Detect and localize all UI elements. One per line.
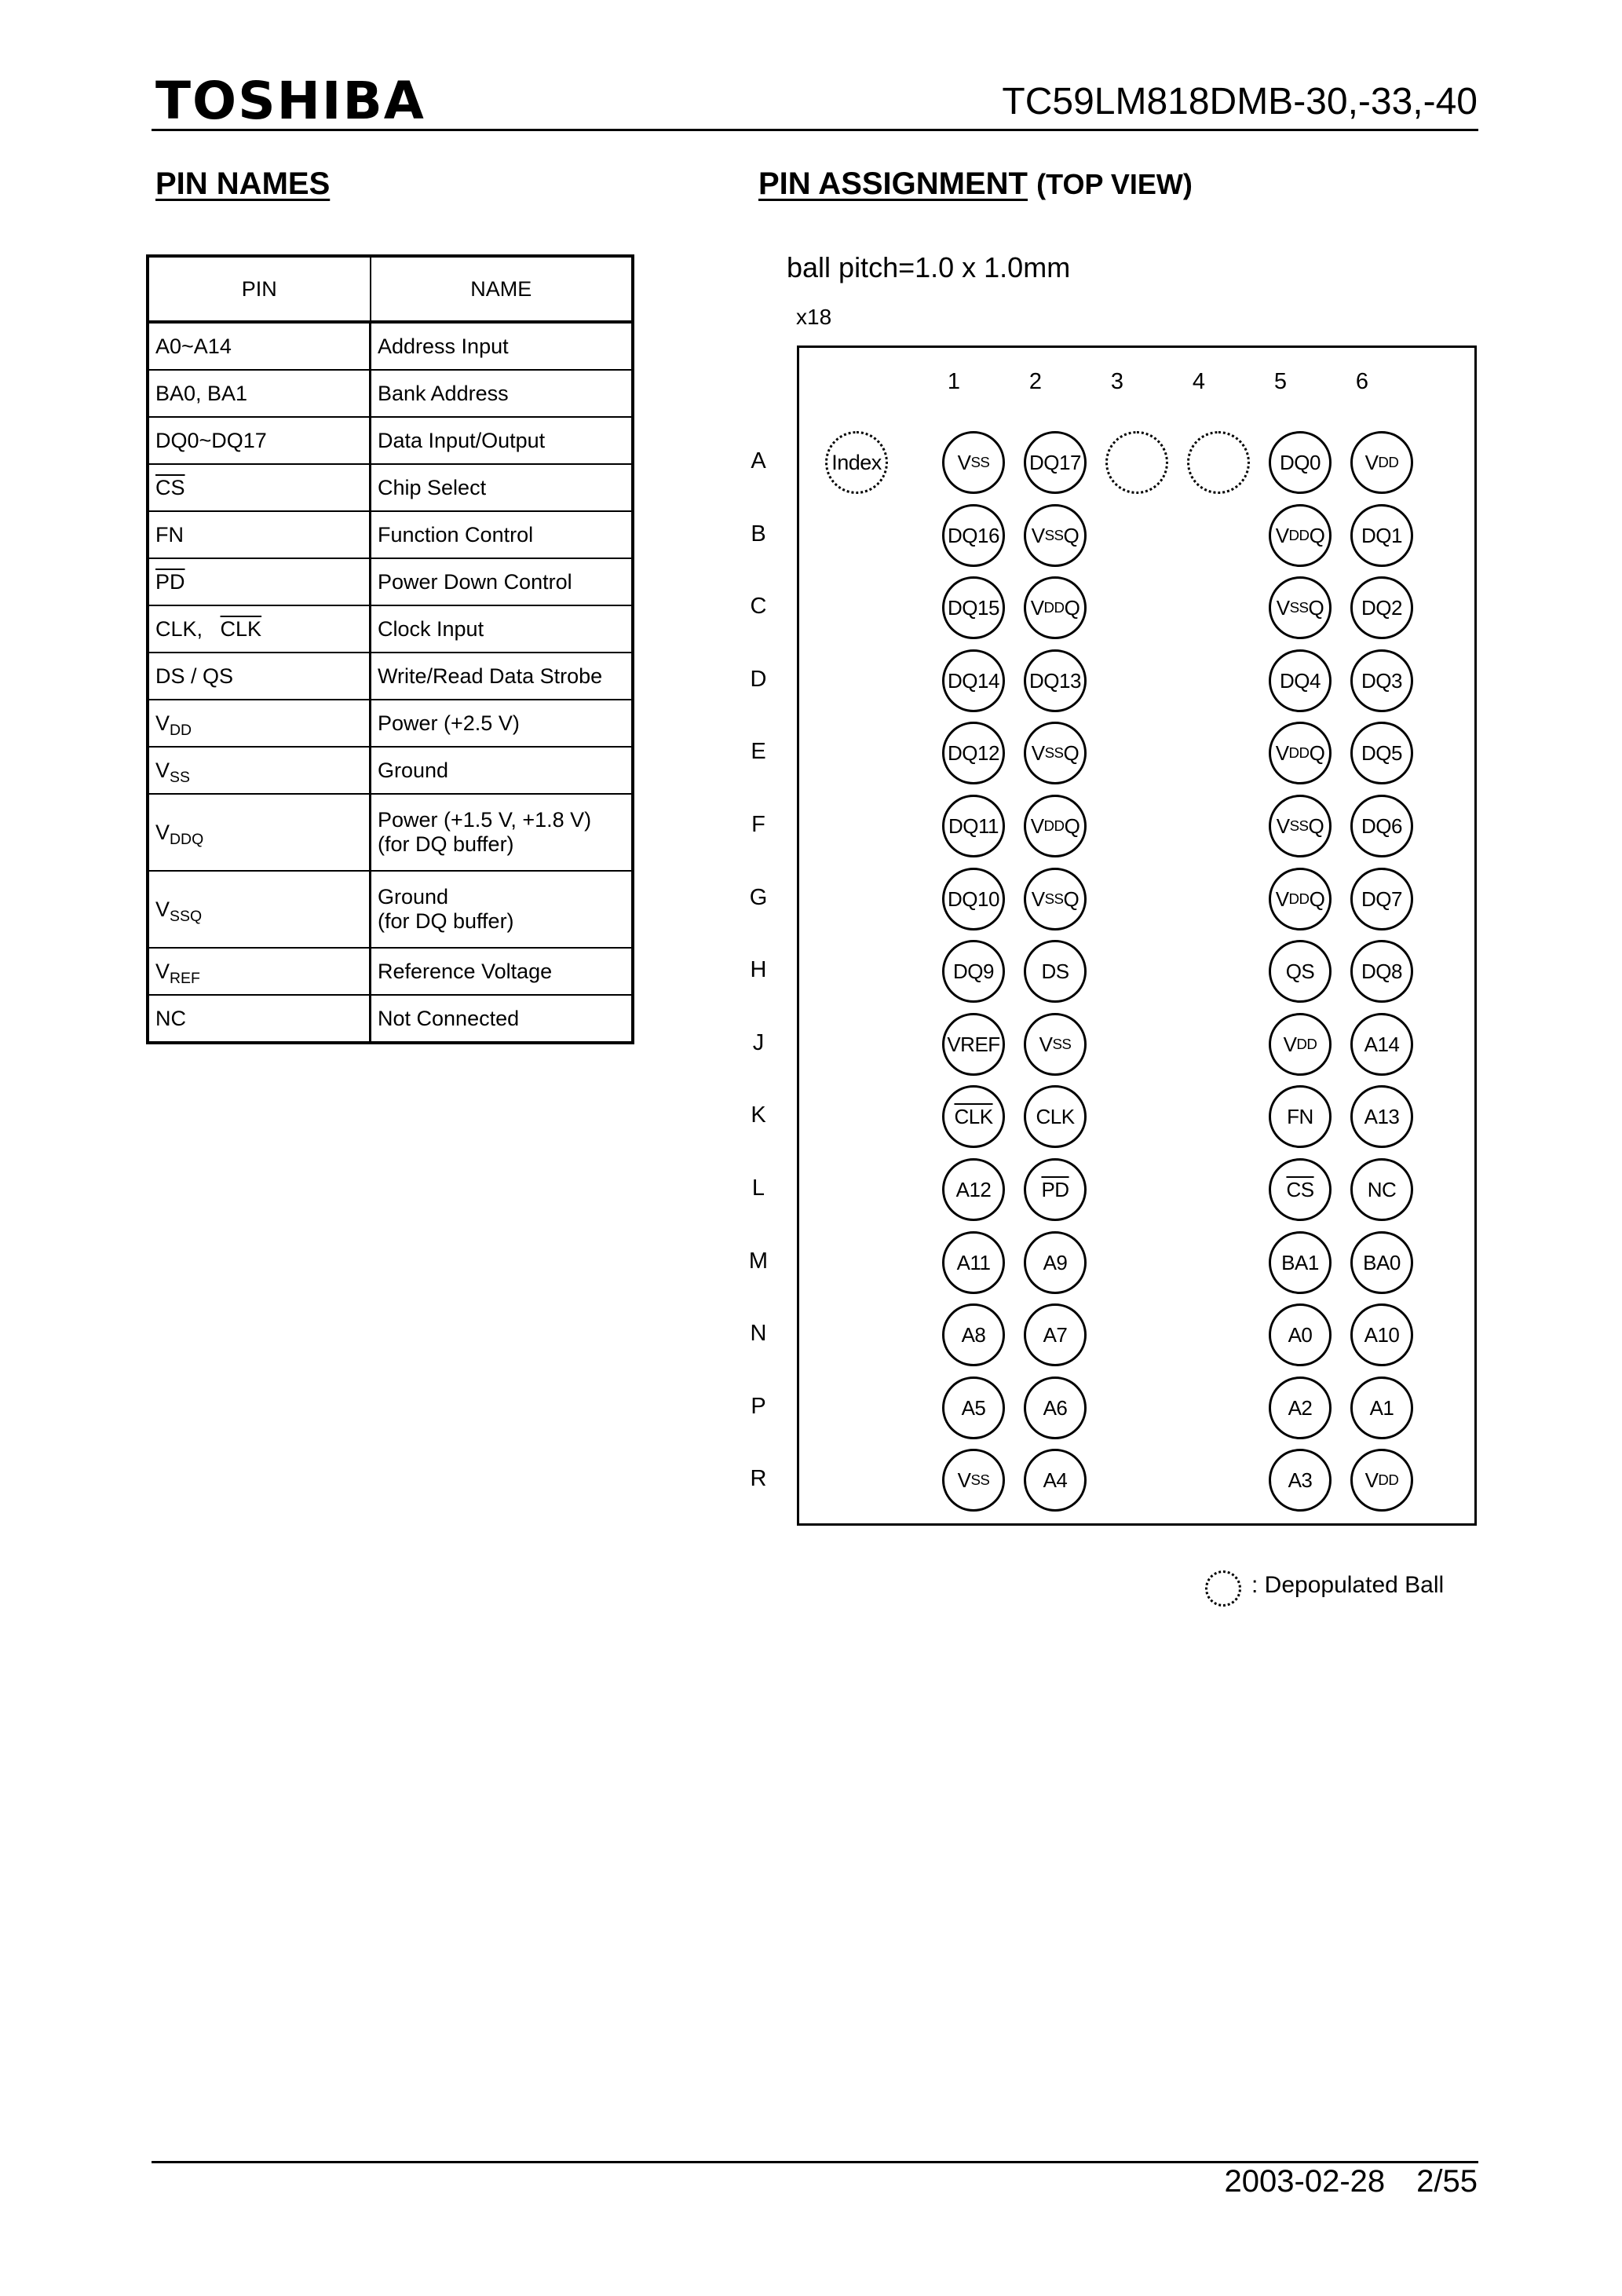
pin-cell <box>148 871 371 948</box>
row-label-L: L <box>751 1175 765 1201</box>
ball-R1: V SS <box>942 1449 1005 1512</box>
ball-H5: QS <box>1269 940 1332 1003</box>
pin-cell <box>148 558 371 605</box>
name-cell <box>371 464 634 511</box>
pin-cell <box>148 747 371 794</box>
ball-F2: V DD Q <box>1024 795 1087 857</box>
table-row <box>148 511 633 558</box>
table-header-row <box>148 256 633 322</box>
ball-C6: DQ2 <box>1350 576 1413 639</box>
pin-cell <box>148 794 371 871</box>
name-cell <box>371 747 634 794</box>
pin-description: Address Input <box>378 334 509 358</box>
name-cell <box>371 605 634 653</box>
ball-J5: V DD <box>1269 1013 1332 1076</box>
pin-cell <box>148 417 371 464</box>
pin-description: Not Connected <box>378 1006 520 1030</box>
ball-P5: A2 <box>1269 1377 1332 1439</box>
name-cell <box>371 794 634 871</box>
row-label-C: C <box>750 594 767 620</box>
ball-J6: A14 <box>1350 1013 1413 1076</box>
row-label-A: A <box>751 448 766 473</box>
table-row <box>148 747 633 794</box>
pin-description: Power Down Control <box>378 569 572 594</box>
ball-C5: V SS Q <box>1269 576 1332 639</box>
col-header-pin: PIN <box>148 256 371 322</box>
name-cell <box>371 511 634 558</box>
name-cell <box>371 370 634 417</box>
row-label-E: E <box>751 739 766 765</box>
ball-N5: A0 <box>1269 1303 1332 1366</box>
row-label-B: B <box>751 521 766 547</box>
pin-cell <box>148 948 371 995</box>
ball-M6: BA0 <box>1350 1231 1413 1294</box>
pin-description: Power (+1.5 V, +1.8 V) <box>378 808 592 832</box>
pin-symbol: CLK, <box>155 616 203 641</box>
pin-description: Bank Address <box>378 381 509 405</box>
pin-cell <box>148 370 371 417</box>
ball-L5: $\overline{CS}$ <box>1269 1158 1332 1221</box>
pin-assignment-title-text: PIN ASSIGNMENT <box>758 166 1028 201</box>
ball-R2: A4 <box>1024 1449 1087 1512</box>
depopulated-ball <box>1105 431 1168 494</box>
ball-A5: DQ0 <box>1269 431 1332 494</box>
ball-F5: V SS Q <box>1269 795 1332 857</box>
name-cell <box>371 653 634 700</box>
table-row <box>148 794 633 871</box>
footer-page: 2/55 <box>1416 2164 1478 2199</box>
ball-B5: V DD Q <box>1269 504 1332 567</box>
organization-label: x18 <box>796 305 832 329</box>
ball-P6: A1 <box>1350 1377 1413 1439</box>
ball-pitch-label: ball pitch=1.0 x 1.0mm <box>787 251 1071 283</box>
ball-A6: V DD <box>1350 431 1413 494</box>
pin-subscript: SS <box>170 768 190 786</box>
pin-symbol: V <box>155 820 170 844</box>
pin-cell <box>148 322 371 370</box>
pin-description: Function Control <box>378 522 534 547</box>
ball-M1: A11 <box>942 1231 1005 1294</box>
ball-D5: DQ4 <box>1269 649 1332 712</box>
pin-names-body <box>148 322 633 1043</box>
ball-H6: DQ8 <box>1350 940 1413 1003</box>
pin-symbol: $\overline{PD}$ <box>155 569 185 594</box>
ball-L6: NC <box>1350 1158 1413 1221</box>
ball-N2: A7 <box>1024 1303 1087 1366</box>
pin-cell <box>148 605 371 653</box>
column-label-5: 5 <box>1273 369 1288 394</box>
pin-symbol: A0~A14 <box>155 334 232 358</box>
pin-symbol: V <box>155 959 170 983</box>
footer-date: 2003-02-28 <box>1224 2164 1386 2199</box>
ball-J2: V SS <box>1024 1013 1087 1076</box>
ball-G1: DQ10 <box>942 868 1005 930</box>
pin-description: Chip Select <box>378 475 487 499</box>
pin-symbol: V <box>155 711 170 735</box>
pin-names-title: PIN NAMES <box>155 166 331 201</box>
pin-description: Data Input/Output <box>378 428 546 452</box>
ball-M2: A9 <box>1024 1231 1087 1294</box>
ball-P1: A5 <box>942 1377 1005 1439</box>
pin-symbol: FN <box>155 522 184 547</box>
ball-B6: DQ1 <box>1350 504 1413 567</box>
table-row <box>148 322 633 370</box>
name-cell <box>371 700 634 747</box>
ball-L1: A12 <box>942 1158 1005 1221</box>
row-label-F: F <box>751 812 765 837</box>
name-cell <box>371 322 634 370</box>
ball-E6: DQ5 <box>1350 722 1413 784</box>
depopulated-ball-legend-icon <box>1205 1570 1241 1607</box>
col-header-name: NAME <box>371 256 634 322</box>
toshiba-logo: TOSHIBA <box>155 71 426 131</box>
pin-cell <box>148 653 371 700</box>
pin-symbol: NC <box>155 1006 186 1030</box>
table-row <box>148 995 633 1043</box>
pin-description: Ground <box>378 885 449 909</box>
row-label-N: N <box>750 1321 767 1347</box>
ball-J1: VREF <box>942 1013 1005 1076</box>
pin-symbol: V <box>155 897 170 921</box>
pin-assignment-title <box>758 168 1193 199</box>
ball-K1: $\overline{CLK}$ <box>942 1085 1005 1148</box>
depopulated-ball-legend-text: : Depopulated Ball <box>1251 1572 1445 1598</box>
ball-H1: DQ9 <box>942 940 1005 1003</box>
pin-names-table <box>146 254 634 1044</box>
pin-symbol: $\overline{CS}$ <box>155 475 185 499</box>
row-label-J: J <box>752 1029 765 1055</box>
table-row <box>148 464 633 511</box>
pin-subscript: REF <box>170 969 200 987</box>
ball-F1: DQ11 <box>942 795 1005 857</box>
header-rule <box>152 129 1478 131</box>
ball-D6: DQ3 <box>1350 649 1413 712</box>
table-row <box>148 605 633 653</box>
ball-P2: A6 <box>1024 1377 1087 1439</box>
column-label-1: 1 <box>947 369 961 394</box>
ball-R5: A3 <box>1269 1449 1332 1512</box>
row-label-P: P <box>751 1393 766 1419</box>
name-cell <box>371 558 634 605</box>
ball-A2: DQ17 <box>1024 431 1087 494</box>
ball-E2: V SS Q <box>1024 722 1087 784</box>
row-label-R: R <box>750 1466 767 1492</box>
ball-K5: FN <box>1269 1085 1332 1148</box>
pin-symbol: DS / QS <box>155 664 234 688</box>
column-label-4: 4 <box>1192 369 1206 394</box>
top-view-label: (TOP VIEW) <box>1036 168 1193 200</box>
pin-description-note: (for DQ buffer) <box>378 832 514 856</box>
row-label-D: D <box>750 666 767 692</box>
pin-symbol-inverted: $\overline{CLK}$ <box>220 616 262 641</box>
ball-K2: CLK <box>1024 1085 1087 1148</box>
table-row <box>148 417 633 464</box>
pin-description-note: (for DQ buffer) <box>378 909 514 933</box>
row-label-M: M <box>748 1248 769 1274</box>
row-label-G: G <box>749 884 768 910</box>
ball-D2: DQ13 <box>1024 649 1087 712</box>
pin-description: Ground <box>378 758 449 782</box>
ball-R6: V DD <box>1350 1449 1413 1512</box>
ball-G2: V SS Q <box>1024 868 1087 930</box>
ball-N6: A10 <box>1350 1303 1413 1366</box>
pin-subscript: DD <box>170 721 192 739</box>
table-row <box>148 558 633 605</box>
ball-K6: A13 <box>1350 1085 1413 1148</box>
part-number: TC59LM818DMB-30,-33,-40 <box>1002 81 1478 122</box>
column-label-2: 2 <box>1028 369 1043 394</box>
pin-description: Reference Voltage <box>378 959 553 983</box>
table-row <box>148 700 633 747</box>
table-row <box>148 370 633 417</box>
column-label-3: 3 <box>1110 369 1124 394</box>
pin-description: Write/Read Data Strobe <box>378 664 603 688</box>
name-cell <box>371 871 634 948</box>
name-cell <box>371 417 634 464</box>
ball-A1: V SS <box>942 431 1005 494</box>
pin-symbol: DQ0~DQ17 <box>155 428 267 452</box>
ball-H2: DS <box>1024 940 1087 1003</box>
ball-N1: A8 <box>942 1303 1005 1366</box>
table-row <box>148 653 633 700</box>
table-row <box>148 871 633 948</box>
index-label: Index <box>831 450 882 474</box>
ball-C2: V DD Q <box>1024 576 1087 639</box>
ball-M5: BA1 <box>1269 1231 1332 1294</box>
footer <box>1225 2166 1478 2197</box>
row-label-H: H <box>750 957 767 983</box>
pin-cell <box>148 995 371 1043</box>
ball-F6: DQ6 <box>1350 795 1413 857</box>
footer-rule <box>152 2161 1478 2163</box>
pin-symbol: V <box>155 758 170 782</box>
pin-subscript: SSQ <box>170 907 203 925</box>
column-label-6: 6 <box>1355 369 1369 394</box>
ball-E5: V DD Q <box>1269 722 1332 784</box>
ball-G6: DQ7 <box>1350 868 1413 930</box>
name-cell <box>371 948 634 995</box>
pin-cell <box>148 464 371 511</box>
ball-B1: DQ16 <box>942 504 1005 567</box>
pin-description: Clock Input <box>378 616 484 641</box>
ball-G5: V DD Q <box>1269 868 1332 930</box>
name-cell <box>371 995 634 1043</box>
ball-D1: DQ14 <box>942 649 1005 712</box>
row-label-K: K <box>751 1102 766 1128</box>
pin-cell <box>148 700 371 747</box>
pin-symbol: BA0, BA1 <box>155 381 248 405</box>
depopulated-ball <box>1187 431 1250 494</box>
ball-L2: $\overline{PD}$ <box>1024 1158 1087 1221</box>
index-marker <box>825 431 888 494</box>
pin-description: Power (+2.5 V) <box>378 711 520 735</box>
table-row <box>148 948 633 995</box>
ball-E1: DQ12 <box>942 722 1005 784</box>
pin-subscript: DDQ <box>170 830 204 848</box>
ball-C1: DQ15 <box>942 576 1005 639</box>
pin-cell <box>148 511 371 558</box>
ball-B2: V SS Q <box>1024 504 1087 567</box>
